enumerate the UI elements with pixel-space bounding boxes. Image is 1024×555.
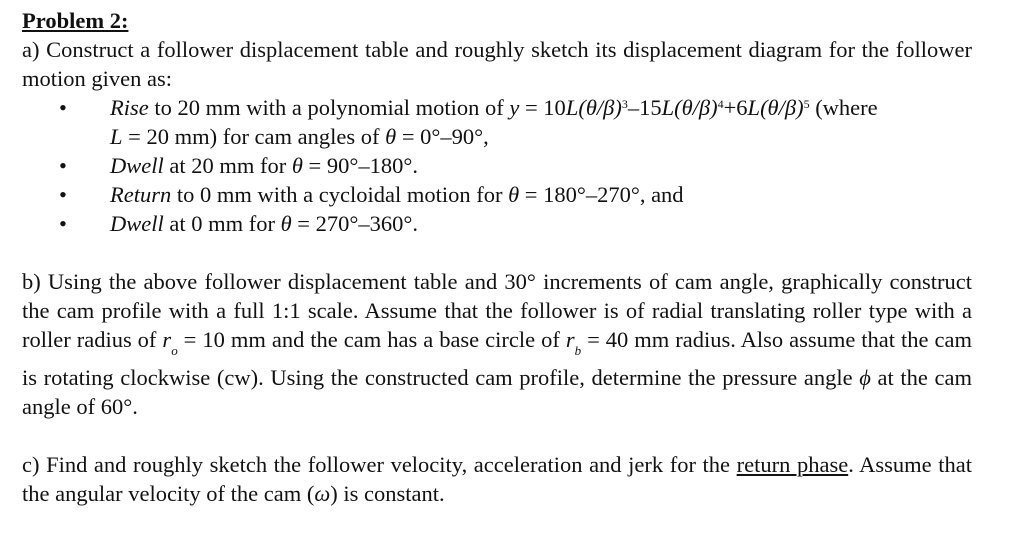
bullet-icon: • (59, 153, 67, 178)
rise-line-2: L = 20 mm) for cam angles of θ = 0°–90°, (110, 124, 489, 149)
rise-line: Rise to 20 mm with a polynomial motion of $y = 10L(\theta/\beta)^3-15L(\theta/\beta)^4+6L(\theta/\beta)^5$ (where (110, 95, 878, 120)
bullet-icon: • (59, 182, 67, 207)
list-item-dwell-high: • Dwell at 20 mm for θ = 90°–180°. (59, 153, 418, 178)
list-item-return: • Return to 0 mm with a cycloidal motion for θ = 180°–270°, and (59, 182, 684, 207)
list-item-rise (22, 93, 972, 151)
part-b-text: b) Using the above follower displacement table and 30° increments of cam angle, graphically construct the cam profile with a full 1:1 scale. Assume that the follower is of radial translating roller type with a roller radius of $r_o = 10$ mm and the cam has a base circle of $r_b = 40$ mm radius. Also assume that the cam is rotating clockwise (cw). Using the constructed cam profile, determine the pressure angle ϕ at the cam angle of 60°. (22, 269, 972, 419)
motion-list (22, 93, 972, 238)
list-item-dwell-low: • Dwell at 0 mm for θ = 270°–360°. (59, 211, 418, 236)
bullet-icon: • (59, 95, 67, 120)
bullet-icon: • (59, 211, 67, 236)
return-phase-underlined: return phase (736, 451, 849, 477)
spacer (22, 421, 972, 450)
spacer (22, 238, 972, 267)
problem-title: Problem 2: (22, 8, 129, 33)
part-a-intro: a) Construct a follower displacement table and roughly sketch its displacement diagram for the follower motion given as: (22, 37, 972, 91)
problem-document (22, 6, 972, 508)
part-c-text: c) Find and roughly sketch the follower velocity, acceleration and jerk for the return phase. Assume that the angular velocity of the cam (ω) is constant. (22, 451, 972, 506)
